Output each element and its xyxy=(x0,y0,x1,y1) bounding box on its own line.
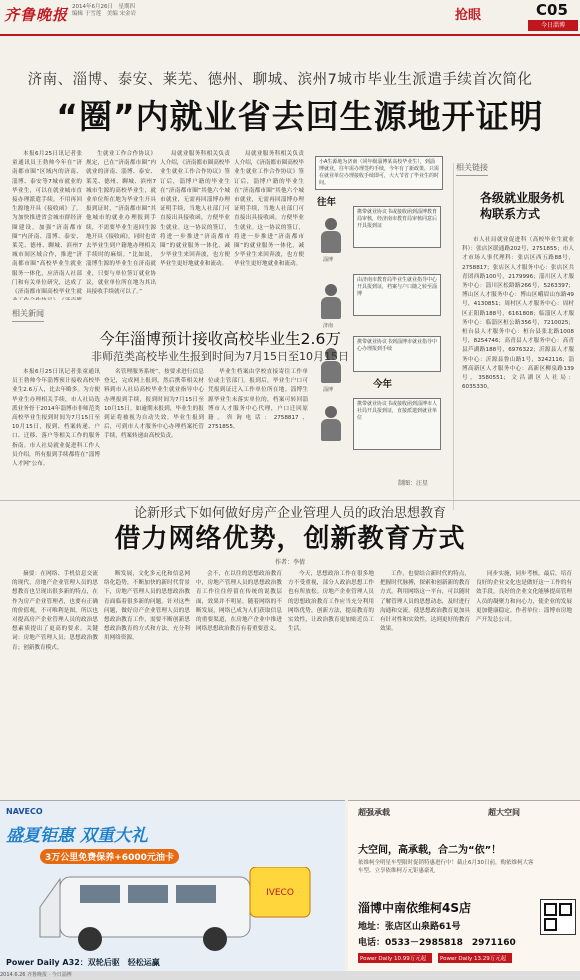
page-footer: 2014.6.26 齐鲁晚报 · 今日淄博 xyxy=(0,971,580,980)
graduate-figure-icon xyxy=(321,284,341,319)
opinion-column-5: 工作，也要结合新时代的特点，把握时代脉搏，探索和创新新的教育方式。利用网络这一平台，可以随时了解管理人员的思想动态，及时进行沟通和交流，使思想政治教育更加具有针对性和实效性，达到更好的教育效果。 xyxy=(380,571,470,633)
issue-meta xyxy=(72,4,136,18)
section-divider xyxy=(0,500,580,501)
ad-model-line: Power Daily A32：双轮后驱 轻松运赢 xyxy=(6,958,160,967)
lead-column-3: 局就业服务科相关负责人介绍，《济南都市圈高校毕业生就业工作合作协议》签订后，淄博户籍的毕业生在“济南都市圈”其他六个城市就业，无需再回淄博办理证明手续，当地人社部门可直接出具接收函，方便毕业生就业。这一协议的签订，将进一步推进“济南都市圈”的就业服务一体化，减少毕业生来回奔波，也方便毕业生更好地就业和流动。 xyxy=(160,151,230,268)
graduate-figure-icon xyxy=(321,406,341,441)
opinion-column-3: 会不，在以往的思想政治教育中，房地产管理人员的思想政治教育工作往往停留在传统的说教层面，效果并不明显。随着网络的不断发展，网络已成为人们获取信息的重要渠道，在房地产企业中推进网络思想政治教育有着重要意义。 xyxy=(196,571,282,633)
dealer-phone: 电话：0533－2985818 2971160 xyxy=(358,938,516,948)
graduate-figure-icon xyxy=(321,218,341,253)
svg-text:IVECO: IVECO xyxy=(266,888,294,898)
section-name: 抢眼 xyxy=(455,8,482,23)
dealer-advertisement[interactable] xyxy=(348,800,580,971)
page-number: C05 xyxy=(536,1,568,19)
lead-kicker: 济南、淄博、泰安、莱芜、德州、聊城、滨州7城市毕业生派遣手续首次简化 xyxy=(27,72,533,88)
sidebar-label: 相关链接 xyxy=(456,162,488,176)
graphic-step-4: 携带就业协议书或接收函到淄博市人社局开具报到证，直接派遣到就业单位 xyxy=(353,398,441,450)
qr-code-icon xyxy=(540,899,576,935)
related-column-3: 毕业生档案由学校直接寄往工作单位或主管部门。报到后，毕业生户口可凭报到证迁入工作单位所在地。淄博生源毕业生未落实单位的，档案可转回淄博市人才服务中心代理，户口迁回原籍。咨询电话：2758817、2751855。 xyxy=(208,369,308,431)
masthead xyxy=(0,0,580,36)
graphic-place-3: 淄博 xyxy=(323,387,334,393)
desk-badge: 今日淄博 xyxy=(528,20,578,31)
graphic-place-1: 淄博 xyxy=(323,257,334,263)
dealer-address: 地址：张店区山泉路61号 xyxy=(358,922,461,932)
opinion-headline: 借力网络优势，创新教育方式 xyxy=(114,524,466,554)
editor-line: 编辑 于雪莲 美编 宋金岩 xyxy=(72,11,136,17)
price-badge-2: Power Daily 13.29万元起 xyxy=(438,953,512,963)
feature-1: 超强承载 xyxy=(358,808,390,817)
sidebar-text: 市人社局就业促进科（高校毕业生就业科）：张店区联通路202号，2751855；市人才市场人事代理科：张店区西五路88号，2758817；张店区人才服务中心：张店区共青团西路100号，2179996；淄川区人才服务中心：淄川区松龄路266号，5263397；博山区人才服务中心：博山区峨眉山东路49号，4130851；周村区人才服务中心：周村区正阳路188号，6161808；临淄区人才服务中心：临淄区桓公路356号，7210025；桓台县人才服务中心：桓台县张北路1008号，8254746；高青县人才服务中心：高青县芦湖路188号，6976322；沂源县人才服务中心：沂源县鲁山路1号，3242116；淄博高新区人才服务中心：高新区柳泉路139号，3580551；文昌湖区人社局：6035330。 xyxy=(462,237,574,391)
sidebar-title: 各级就业服务机构联系方式 xyxy=(480,191,565,221)
date-line: 2014年6月26日 星期四 xyxy=(72,4,135,10)
graphic-step-1: 携带就业协议书或接收函到淄博教育局审核，经济南市教育局审核同意后开具报到证 xyxy=(353,206,441,248)
lead-headline: “圈”内就业省去回生源地开证明 xyxy=(56,97,544,136)
related-column-1: 本报6月25日讯记者张童通讯员王勃帅今年淄博预计接收高校毕业生2.6万人，比去年略多。为方便毕业生办理相关手续，市人社局选派业务骨干2014年淄博市非师范类高校毕业生报到时间为7月15日至10月15日，报到、档案转递、户口、迁移、落户等相关工作的服务指南。市人社局就业促进科工作人员介绍，所有报到手续都将在“淄博人才网”公布。 xyxy=(12,369,100,468)
related-subhead: 非师范类高校毕业生报到时间为7月15日至10月15日 xyxy=(91,350,349,363)
opinion-author: 作者：李倩 xyxy=(274,559,305,566)
opinion-column-4: 今天，思想政治工作在很多地方不受重视，部分人政治思想工作也有所放松。房地产企业管理人员的思想政治教育工作应当充分利用网络优势，创新方法，提高教育的实效性，让政治教育更加贴近员工生活。 xyxy=(288,571,374,633)
opinion-column-1: 摘要：在网络、手机信息交流的现代，房地产企业管理人员的思想教育也呈现出很多新的特点，在作为房产企业管理者，也要有正确的价值观，不可唯利是图，所以也对提高房产企业管理人员的政治思想素质提出了更高的要求。关键词：房地产管理人员；思想政治教育；创新教育模式。 xyxy=(12,571,98,651)
header-rule xyxy=(0,34,580,36)
dealer-headline: 大空间，高承载，合二为“依”！ xyxy=(358,845,502,856)
opinion-kicker: 论新形式下如何做好房产企业管理人员的政治思想教育 xyxy=(133,506,446,521)
van-image-icon xyxy=(20,867,320,959)
related-headline: 今年淄博预计接收高校毕业生2.6万 xyxy=(99,330,341,348)
brand-name: NAVECO xyxy=(6,807,43,816)
dealer-name: 淄博中南依维柯4S店 xyxy=(358,901,471,915)
feature-2: 超大空间 xyxy=(488,808,520,817)
van-advertisement[interactable] xyxy=(0,800,345,971)
lead-column-4: 局就业服务科相关负责人介绍，《济南都市圈高校毕业生就业工作合作协议》签订后，淄博户籍的毕业生在“济南都市圈”其他六个城市就业，无需再回淄博办理证明手续，当地人社部门可直接出具接收函，方便毕业生就业。这一协议的签订，将进一步推进“济南都市圈”的就业服务一体化，减少毕业生来回奔波，也方便毕业生更好地就业和流动。 xyxy=(234,151,304,268)
dealer-promo: 依维柯全明星车型限时促销特惠进行中！截止6月30日前，购依维柯大客车型、立享依维柯万元钜惠豪礼 xyxy=(358,860,534,874)
lead-column-2: 生就业工作合作协议》规定，已在“济南都市圈”内就业的济南、淄博、泰安、莱芜、德州、聊城、滨州7城市生源的高校毕业生，就业单位所在地为毕业生开具报到证时，“济南都市圈”其他城市的就业办理报到手续，不需要毕业生返回生源地开具《接收函》，同时也省去毕业生到户籍地办理相关手续时的麻烦。“比如说，淄博生源的毕业生在济南就业，只要与单位签订就业协议，就业单位所在地为其出具接收手续就可以了。” xyxy=(86,151,156,296)
graphic-step-3: 携带就业协议书到淄博市就业指导中心办理报到手续 xyxy=(353,336,441,372)
ad-offer: 3万公里免费保养+6000元油卡 xyxy=(40,849,179,864)
graphic-place-2: 济南 xyxy=(323,323,334,329)
newspaper-logo: 齐鲁晚报 xyxy=(4,6,69,24)
graphic-step-2: 由济南市教育局毕业生就业指导中心开具报到证，档案与户口随之转至淄博 xyxy=(353,274,441,316)
graphic-credit: 制图：汪星 xyxy=(398,480,429,487)
graphic-year-old: 往年 xyxy=(317,197,337,208)
infographic xyxy=(313,156,448,486)
lead-column-1: 本报6月25日讯记者张童通讯员王勃帅今年在“济南都市圈”区域内的济南、淄博、泰安等7城市就业的毕业生，可以在就业城市直接办理派遣手续，不用再回生源地开具《接收函》了。为加快推进省会城市群经济圈建设，加强“济南都市圈”内济南、淄博、泰安、莱芜、德州、聊城、滨州7城市间区域合作，推进“济南都市圈”高校毕业生就业服务一体化，应济南人社部门和有关单位研究，达成了《济南都市圈高校毕业生就 xyxy=(12,151,82,296)
related-label: 相关新闻 xyxy=(12,308,44,322)
graphic-intro: 小A生源地为济南（同年级淄博某高校毕业生），到淄博就业，往年需办理签约手续，今年有了新政策，只需在就业单位办理接收手续即可，大大节省了毕业生的时间。 xyxy=(315,156,443,190)
graphic-year-new: 今年 xyxy=(373,379,393,390)
opinion-column-6: 同步实施，同步考核。最后，培育良好的企业文化也是做好这一工作的有效手段。良好的企业文化能够提高管理人员的凝聚力和向心力，使企业的发展更加健康稳定。作者单位：淄博市房地产开发总公司。 xyxy=(476,571,572,624)
related-column-2: 名管理服务系统”，按要求进行信息登记，完成网上报到，然后携带相关材料到市人社局高校毕业生就业指导中心办理报到手续，报到时间为7月15日至10月15日。如逾期未报到，毕业生的报到证将被视为自动失效。毕业生报到后，可到市人才服务中心办理档案托管手续，档案转递由高校负责。 xyxy=(104,369,204,440)
ad-slogan: 盛夏钜惠 双重大礼 xyxy=(6,826,148,846)
price-badge-1: Power Daily 10.99万元起 xyxy=(358,953,432,963)
opinion-column-2: 断发展，文化多元化和信息网络化趋势，不断加快的新时代背景下，房地产管理人员的思想政治教育面临着很多新的问题。针对这些问题，做好房产企业管理人员的思想政治教育工作，需要不断创新思想政治教育的方式和方法，充分利用网络资源。 xyxy=(104,571,190,642)
